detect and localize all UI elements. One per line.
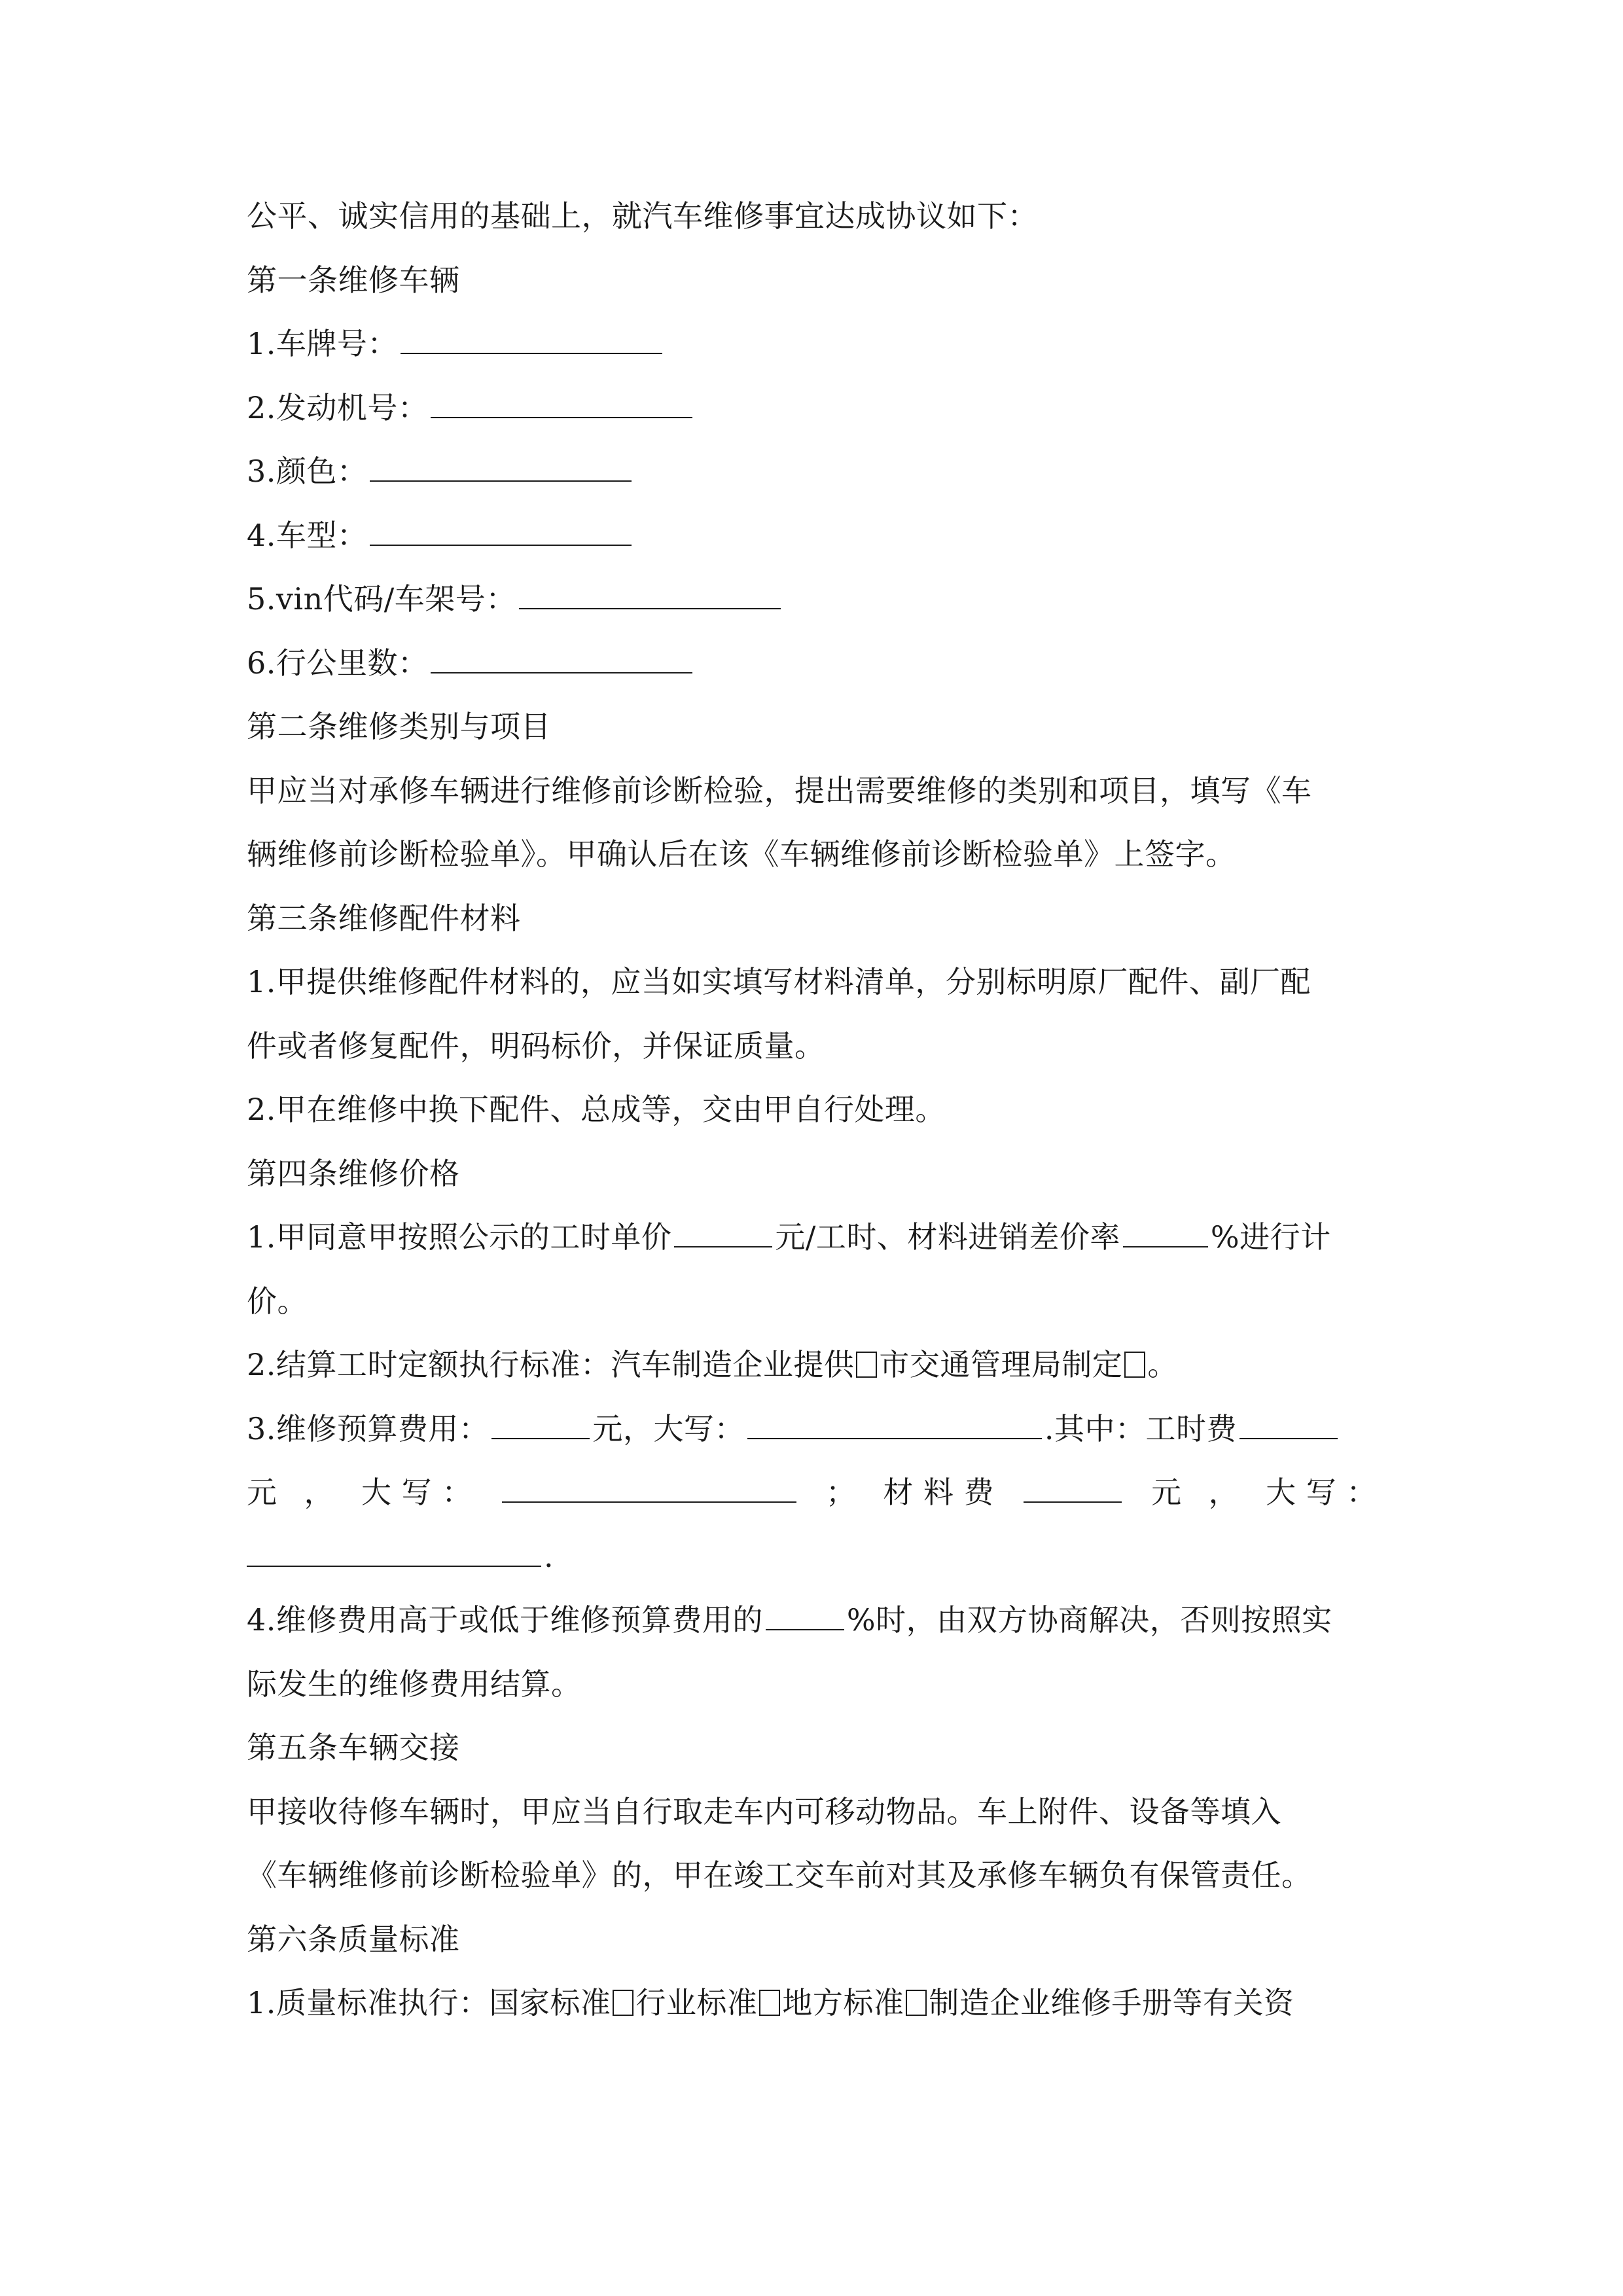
semicolon-text: ； bbox=[825, 1475, 857, 1510]
manufacturer-standard-checkbox[interactable] bbox=[856, 1352, 877, 1378]
engine-number-row bbox=[247, 388, 695, 427]
article-3-item-2: 2.甲在维修中换下配件、总成等，交由甲自行处理。 bbox=[247, 1092, 946, 1127]
article-4-item-3-line-1 bbox=[247, 1409, 1340, 1448]
article-5-paragraph-line-1: 甲接收待修车辆时，甲应当自行取走车内可移动物品。车上附件、设备等填入 bbox=[247, 1794, 1281, 1829]
article-4-item-4-line-1 bbox=[247, 1600, 1332, 1640]
material-daxie-field[interactable] bbox=[247, 1537, 541, 1567]
intro-line: 公平、诚实信用的基础上，就汽车维修事宜达成协议如下： bbox=[247, 198, 1038, 234]
vehicle-model-row bbox=[247, 516, 634, 555]
engine-number-field[interactable] bbox=[431, 388, 692, 418]
article-4-item-1-line-1 bbox=[247, 1217, 1331, 1257]
article-3-title: 第三条维修配件材料 bbox=[247, 901, 521, 936]
period-text: . bbox=[544, 1539, 554, 1574]
mileage-label: 6.行公里数： bbox=[247, 645, 429, 681]
budget-daxie-field[interactable] bbox=[747, 1409, 1042, 1439]
article-2-paragraph-line-1: 甲应当对承修车辆进行维修前诊断检验，提出需要维修的类别和项目，填写《车 bbox=[247, 773, 1312, 808]
pricing-suffix-text: %进行计 bbox=[1210, 1219, 1331, 1255]
article-5-paragraph-line-2: 《车辆维修前诊断检验单》的，甲在竣工交车前对其及承修车辆负有保管责任。 bbox=[247, 1857, 1312, 1893]
variance-percent-field[interactable] bbox=[766, 1600, 844, 1630]
article-2-paragraph-line-2: 辆维修前诊断检验单》。甲确认后在该《车辆维修前诊断检验单》上签字。 bbox=[247, 836, 1236, 872]
vin-field[interactable] bbox=[519, 579, 781, 609]
labor-rate-field[interactable] bbox=[674, 1217, 772, 1247]
budget-amount-field[interactable] bbox=[491, 1409, 590, 1439]
material-daxie-label: 大 写 ： bbox=[1266, 1475, 1377, 1510]
vin-label: 5.vin代码/车架号： bbox=[247, 581, 516, 617]
local-standard-text: 地方标准 bbox=[782, 1985, 904, 2020]
color-field[interactable] bbox=[370, 452, 632, 482]
article-4-item-1-line-2: 价。 bbox=[247, 1283, 308, 1319]
plate-number-label: 1.车牌号： bbox=[247, 326, 398, 361]
article-2-title: 第二条维修类别与项目 bbox=[247, 709, 551, 744]
standard-end-text: 。 bbox=[1147, 1347, 1178, 1382]
article-6-item-1 bbox=[247, 1983, 1294, 2022]
labor-fee-label: .其中：工时费 bbox=[1044, 1411, 1238, 1446]
yuan-text: 元 bbox=[247, 1475, 277, 1510]
article-5-title: 第五条车辆交接 bbox=[247, 1730, 460, 1765]
color-label: 3.颜色： bbox=[247, 454, 368, 489]
yuan-text-2: 元 bbox=[1151, 1475, 1182, 1510]
mileage-field[interactable] bbox=[431, 643, 692, 673]
article-4-title: 第四条维修价格 bbox=[247, 1156, 460, 1191]
vin-row bbox=[247, 579, 783, 619]
mileage-row bbox=[247, 643, 695, 683]
article-4-item-4-line-2: 际发生的维修费用结算。 bbox=[247, 1666, 582, 1702]
labor-fee-field[interactable] bbox=[1240, 1409, 1338, 1439]
plate-number-field[interactable] bbox=[401, 324, 662, 354]
markup-rate-field[interactable] bbox=[1123, 1217, 1208, 1247]
article-3-item-1-line-2: 件或者修复配件，明码标价，并保证质量。 bbox=[247, 1028, 825, 1064]
vehicle-model-label: 4.车型： bbox=[247, 518, 368, 553]
article-1-title: 第一条维修车辆 bbox=[247, 262, 460, 298]
budget-daxie-label: 元，大写： bbox=[592, 1411, 745, 1446]
traffic-bureau-checkbox[interactable] bbox=[1124, 1352, 1145, 1378]
labor-daxie-field[interactable] bbox=[502, 1473, 796, 1503]
color-row bbox=[247, 452, 634, 491]
industry-standard-checkbox[interactable] bbox=[759, 1990, 780, 2016]
labor-rate-text: 1.甲同意甲按照公示的工时单价 bbox=[247, 1219, 672, 1255]
article-3-item-1-line-1: 1.甲提供维修配件材料的，应当如实填写材料清单，分别标明原厂配件、副厂配 bbox=[247, 964, 1311, 999]
article-4-item-3-line-2 bbox=[247, 1473, 1377, 1512]
article-4-item-2 bbox=[247, 1345, 1178, 1384]
material-fee-field[interactable] bbox=[1024, 1473, 1122, 1503]
national-standard-checkbox[interactable] bbox=[613, 1990, 633, 2016]
comma-text: ， bbox=[304, 1475, 335, 1510]
variance-suffix-text: %时，由双方协商解决，否则按照实 bbox=[846, 1602, 1332, 1638]
article-6-title: 第六条质量标准 bbox=[247, 1922, 460, 1957]
variance-text: 4.维修费用高于或低于维修预算费用的 bbox=[247, 1602, 763, 1638]
comma-text-2: ， bbox=[1208, 1475, 1240, 1510]
labor-daxie-label: 大 写 ： bbox=[361, 1475, 473, 1510]
traffic-bureau-text: 市交通管理局制定 bbox=[879, 1347, 1123, 1382]
industry-standard-text: 行业标准 bbox=[635, 1985, 758, 2020]
article-4-item-3-line-3 bbox=[247, 1537, 554, 1576]
budget-label: 3.维修预算费用： bbox=[247, 1411, 490, 1446]
material-fee-label: 材 料 费 bbox=[883, 1475, 995, 1510]
local-standard-checkbox[interactable] bbox=[906, 1990, 927, 2016]
engine-number-label: 2.发动机号： bbox=[247, 390, 429, 425]
manufacturer-manual-text: 制造企业维修手册等有关资 bbox=[929, 1985, 1294, 2020]
markup-rate-text: 元/工时、材料进销差价率 bbox=[775, 1219, 1120, 1255]
plate-number-row bbox=[247, 324, 665, 363]
standard-text: 2.结算工时定额执行标准：汽车制造企业提供 bbox=[247, 1347, 855, 1382]
vehicle-model-field[interactable] bbox=[370, 516, 632, 546]
quality-standard-text: 1.质量标准执行：国家标准 bbox=[247, 1985, 611, 2020]
